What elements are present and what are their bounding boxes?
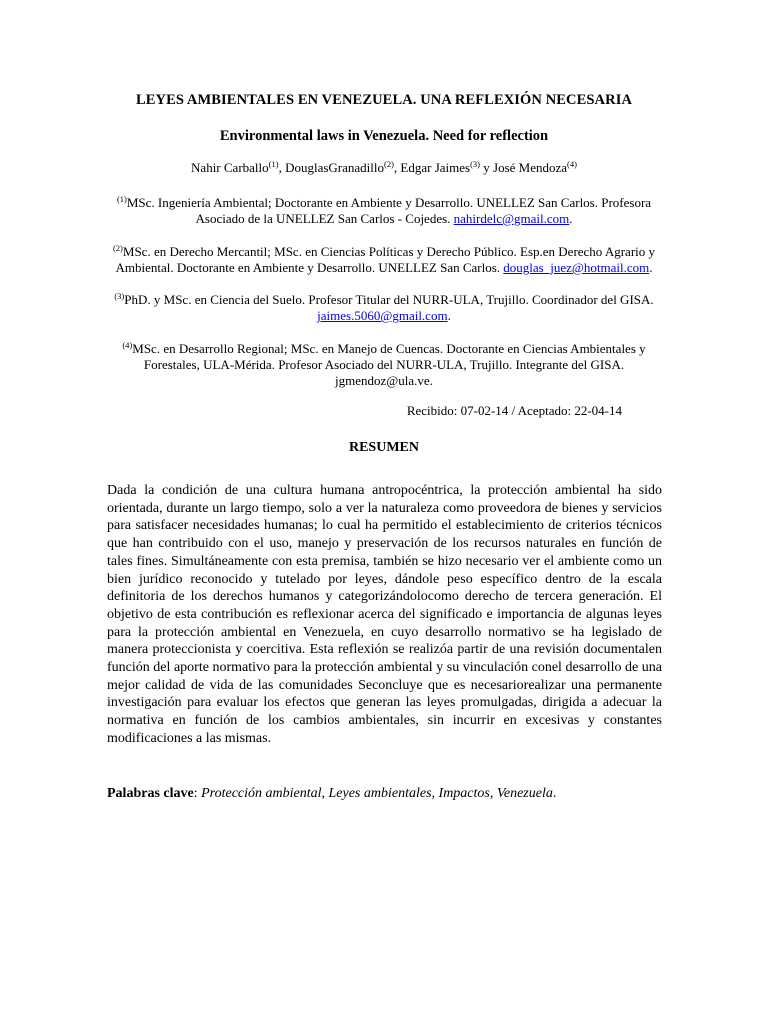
author-separator: , (393, 160, 401, 175)
author-mark: (4) (567, 159, 577, 169)
author-name: DouglasGranadillo (285, 160, 384, 175)
author-mark: (3) (470, 159, 481, 169)
author-name: José Mendoza (493, 160, 568, 175)
author-name: Edgar Jaimes (400, 160, 471, 175)
abstract-body: Dada la condición de una cultura humana antropocéntrica, la protección ambiental ha sido orientada, durante un largo tiempo, solo a ver la naturaleza como proveedora de bienes y servicios para satisfacer necesidades humanas; lo cual ha permitido el establecimiento de criterios técnicos que han contribuido con el uso, manejo y preservación de los recursos naturales en función de tales fines. Simultáneamente con esta premisa, también se hizo necesario ver el ambiente como un bien jurídico reconocido y tutelado por leyes, dándole peso específico dentro de la escala definitoria de los derechos humanos y categorizándolocomo derecho de tercera generación. El objetivo de esta contribución es reflexionar acerca del significado e importancia de algunas leyes para la protección ambiental en Venezuela, en cuyo desarrollo normativo se ha legislado de manera proteccionista y coercitiva. Esta reflexión se realizóa partir de una revisión documentalen función del aporte normativo para la protección ambiental y su vinculación conel desarrollo de una mejor calidad de vida de las comunidades Seconcluye que es necesariorealizar una permanente investigación para evaluar los efectos que generan las leyes promulgadas, dirigida a adecuar la normativa en función de los cambios ambientales, sin incurrir en excesivas y constantes modificaciones a las mismas. (107, 483, 662, 746)
affiliation-mark: (4) (122, 340, 133, 350)
email-link[interactable]: nahirdelc@gmail.com (453, 211, 570, 226)
affiliation-1 (100, 195, 668, 227)
affiliation-tail: . (649, 260, 653, 275)
author-mark: (1) (268, 159, 279, 169)
affiliation-text: MSc. en Desarrollo Regional; MSc. en Manejo de Cuencas. Doctorante en Ciencias Ambientales y Forestales, ULA-Mérida. Profesor Asociado del NURR-ULA, Trujillo. Integrante del GISA. jgmendoz@ula.ve. (132, 341, 646, 388)
keywords-label: Palabras clave (107, 786, 194, 801)
affiliation-mark: (1) (116, 194, 127, 204)
affiliation-text: MSc. Ingeniería Ambiental; Doctorante en Ambiente y Desarrollo. UNELLEZ San Carlos. Profesora Asociado de la UNELLEZ San Carlos - Cojedes. (126, 195, 652, 226)
author-mark: (2) (384, 159, 394, 169)
affiliation-text: MSc. en Derecho Mercantil; MSc. en Ciencias Políticas y Derecho Público. Esp.en Derecho Agrario y Ambiental. Doctorante en Ambiente y Desarrollo. UNELLEZ San Carlos. (115, 244, 656, 275)
abstract-heading: RESUMEN (348, 440, 419, 455)
keywords-line (107, 786, 662, 802)
email-link[interactable]: jaimes.5060@gmail.com (317, 308, 448, 323)
email-link[interactable]: douglas_juez@hotmail.com (503, 260, 650, 275)
affiliation-tail: . (447, 308, 451, 323)
affiliation-mark: (2) (112, 243, 123, 253)
author-separator: y (480, 160, 494, 175)
author-list (60, 160, 708, 176)
author-name: Nahir Carballo (191, 160, 269, 175)
affiliation-tail: . (569, 211, 573, 226)
received-accepted-dates: Recibido: 07-02-14 / Aceptado: 22-04-14 (406, 403, 622, 418)
keywords-colon: : (193, 786, 202, 801)
affiliation-2 (100, 244, 668, 276)
paper-subtitle: Environmental laws in Venezuela. Need for reflection (219, 128, 549, 144)
keywords-values: Protección ambiental, Leyes ambientales, Impactos, Venezuela (201, 786, 553, 801)
affiliation-text: PhD. y MSc. en Ciencia del Suelo. Profesor Titular del NURR-ULA, Trujillo. Coordinador del GISA. (124, 292, 654, 307)
author-separator: , (278, 160, 286, 175)
affiliation-4 (100, 341, 668, 389)
affiliation-3 (100, 292, 668, 324)
keywords-end: . (552, 786, 557, 801)
affiliation-mark: (3) (114, 291, 125, 301)
paper-title: LEYES AMBIENTALES EN VENEZUELA. UNA REFLEXIÓN NECESARIA (135, 92, 633, 108)
